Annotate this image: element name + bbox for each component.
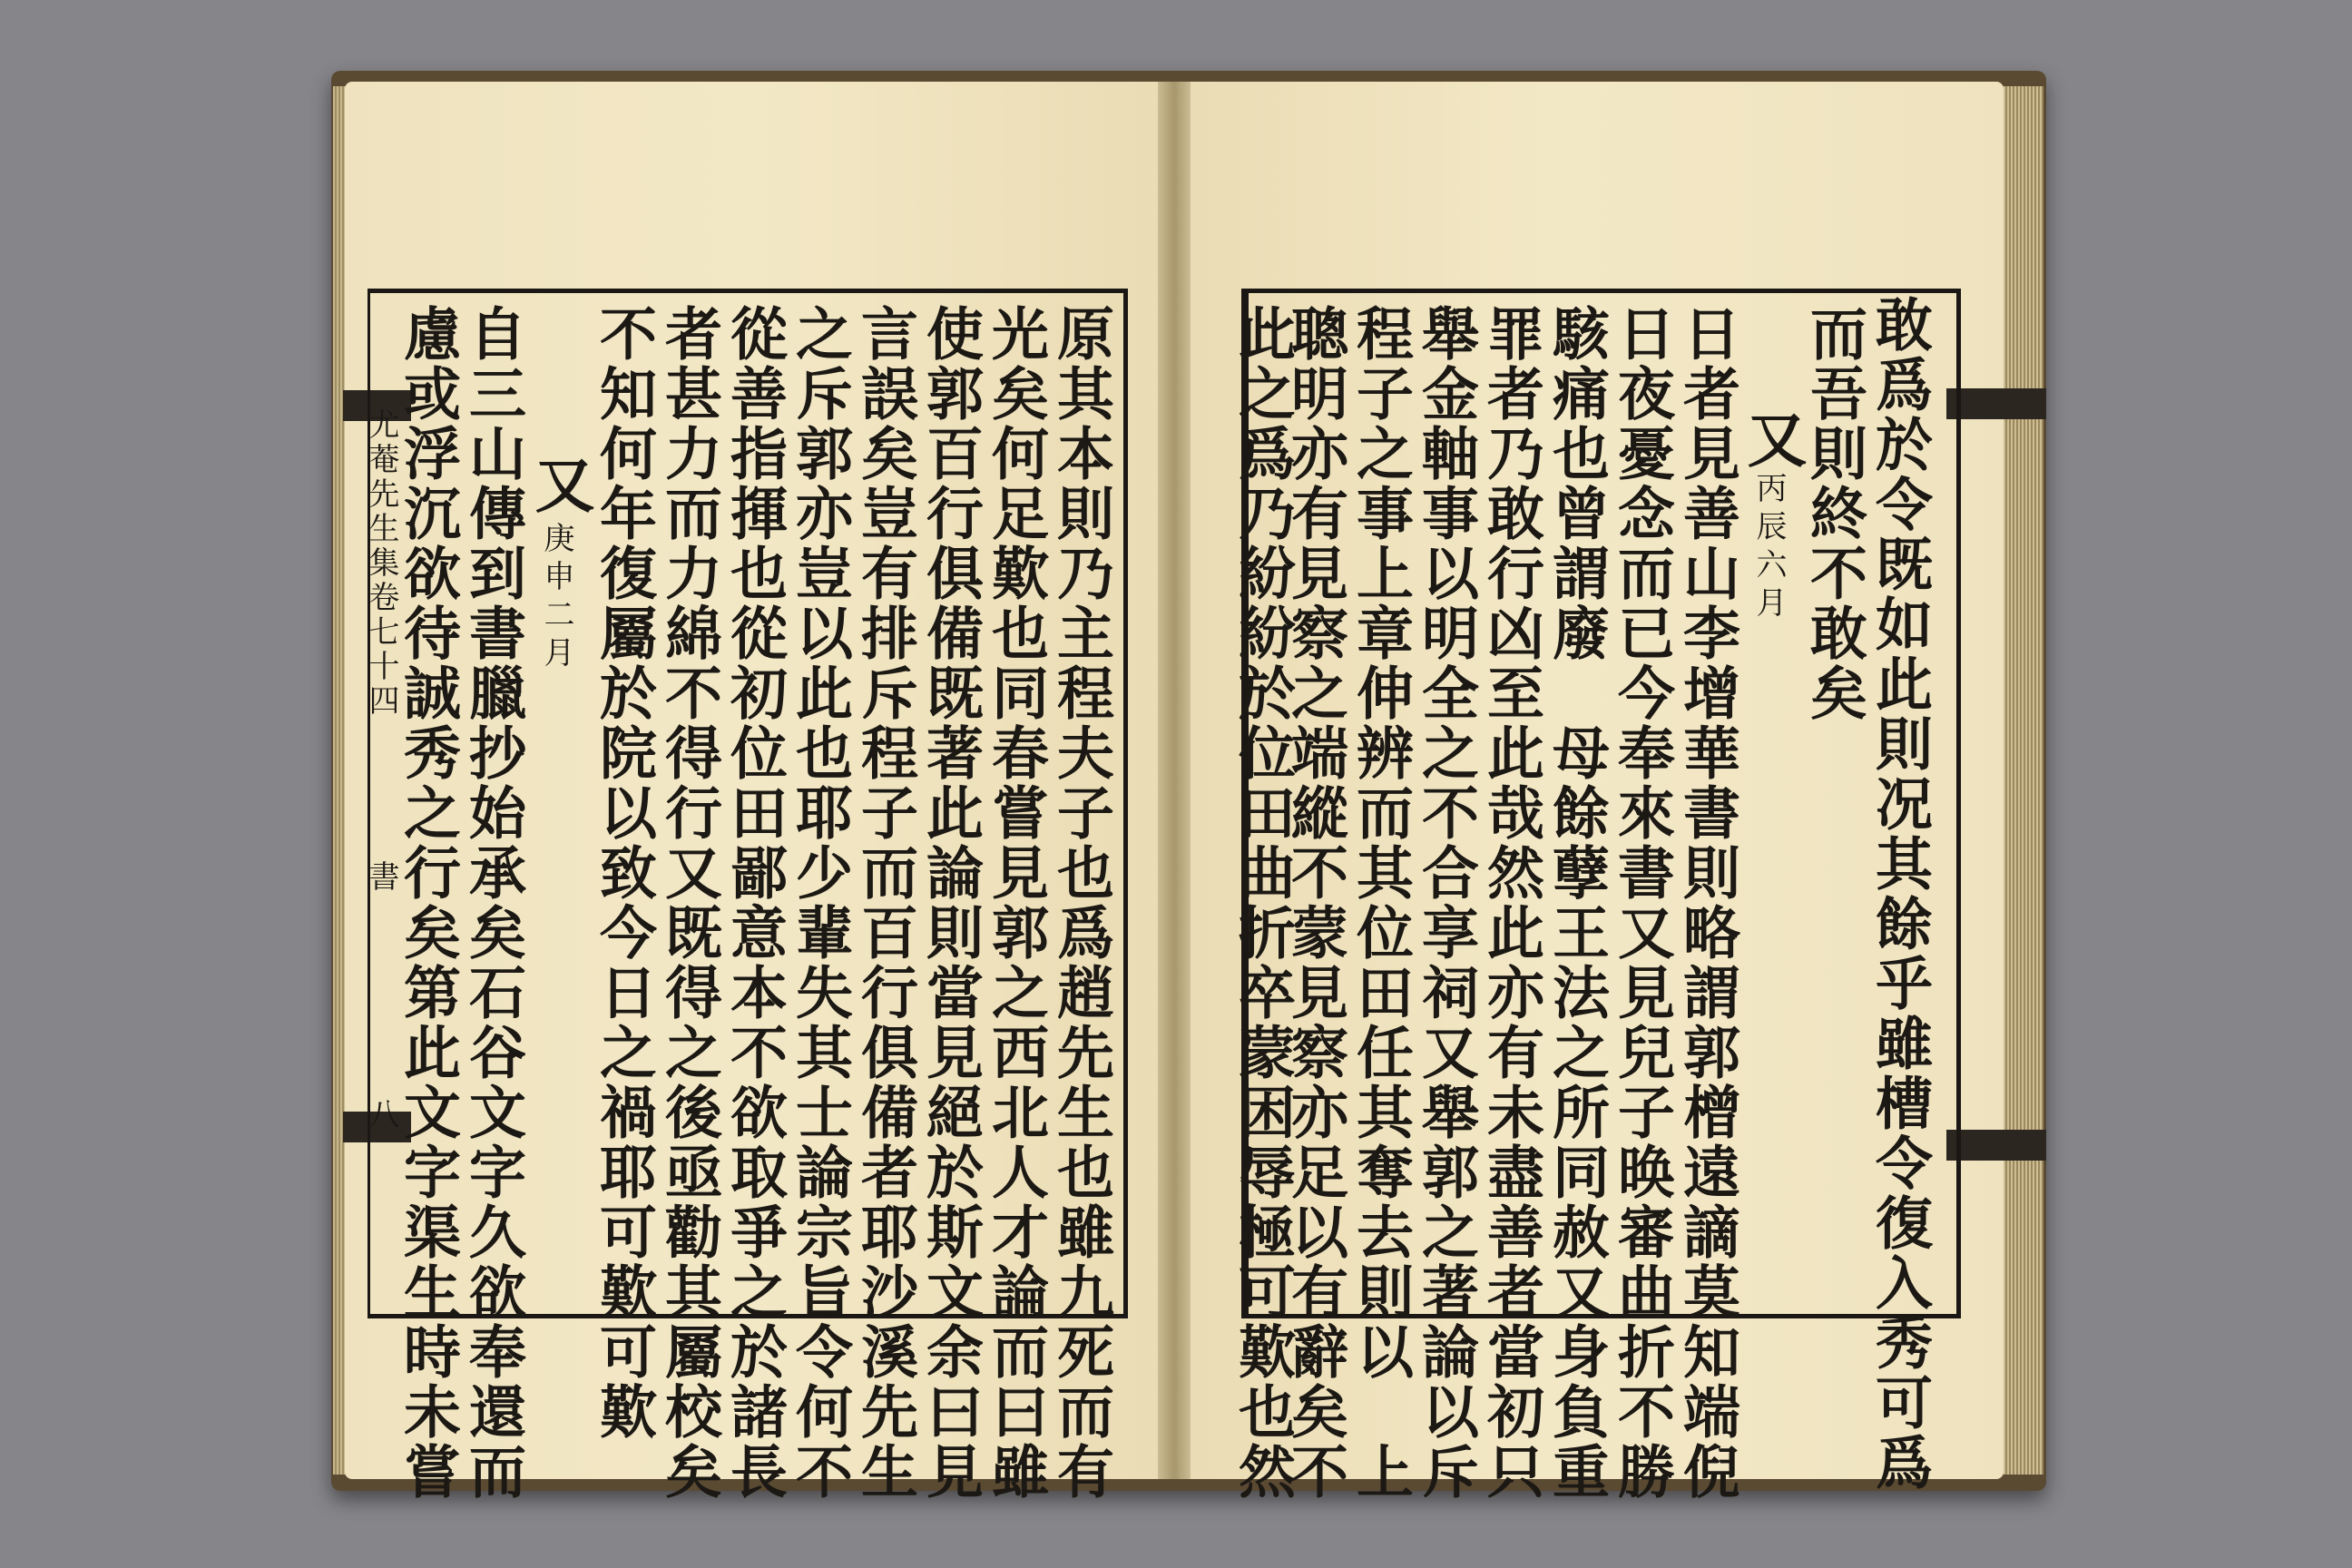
text-column: 原其本則乃主程夫子也爲趙先生也雖九死而有	[1048, 304, 1115, 1502]
text-column: 聰明亦有見察之端縱不蒙見察亦足以有辭矣不	[1282, 304, 1349, 1502]
text-column: 慮或浮沉欲待誠秀之行矣第此文字渠生時未嘗	[395, 304, 462, 1502]
text-column: 日者見善山李增華書則略謂郭橧遠謫莫知端倪	[1674, 304, 1741, 1502]
text-column: 程子之事上章伸辨而其位田任其奪去則以 上	[1348, 304, 1415, 1502]
binding-tie-top-right	[1946, 388, 2046, 419]
heading-date-note: 丙辰六月	[1750, 472, 1787, 624]
text-column: 日夜憂念而已今奉來書又見兒子㬇審曲折不勝	[1609, 304, 1676, 1502]
text-column: 言誤矣豈有排斥程子而百行俱備者耶沙溪先生	[852, 304, 919, 1502]
text-column: 不知何年復屬於院以致今日之禍耶可歎可歎	[591, 304, 658, 1442]
text-column: 而吾則終不敢矣	[1801, 304, 1868, 723]
text-column: 駭痛也曾謂廢 母餘孽王法之所同赦又身負重	[1544, 304, 1611, 1502]
book-gutter	[1158, 82, 1191, 1479]
text-column: 舉金軸事以明全之不合享祠又舉郭之著論以斥	[1413, 304, 1480, 1502]
section-heading: 又	[1737, 408, 1808, 471]
text-column: 罪者乃敢行凶至此哉然此亦有未盡善者當初只	[1478, 304, 1545, 1502]
text-column: 者甚力而力綿不得行又既得之後亟勸其屬校矣	[656, 304, 723, 1502]
binding-tie-bottom-right	[1946, 1130, 2046, 1161]
margin-section: 書	[363, 860, 399, 895]
text-column: 光矣何足歎也同春嘗見郭之西北人才論而曰雖	[983, 304, 1050, 1502]
text-column: 從善指揮也從初位田鄙意本不欲取爭之於諸長	[721, 304, 789, 1502]
text-column: 之斥郭亦豈以此也耶少輩失其士論宗旨令何不	[787, 304, 854, 1502]
text-column: 敢爲於令既如此則况其餘乎雖槽令復入秀可爲	[1867, 295, 1934, 1493]
text-column: 此之爲乃紛紛於位田曲折卒蒙困辱極可歎也然	[1230, 304, 1297, 1502]
text-column: 使郭百行俱備既著此論則當見絕於斯文余曰見	[917, 304, 985, 1502]
heading-date-note: 庚申二月	[538, 522, 574, 674]
text-column: 自三山傳到書臘抄始承矣石谷文字久欲奉還而	[460, 304, 527, 1502]
margin-title: 尤菴先生集卷七十四	[363, 408, 399, 719]
page-number: 八	[363, 1098, 399, 1132]
section-heading: 又	[524, 454, 595, 516]
